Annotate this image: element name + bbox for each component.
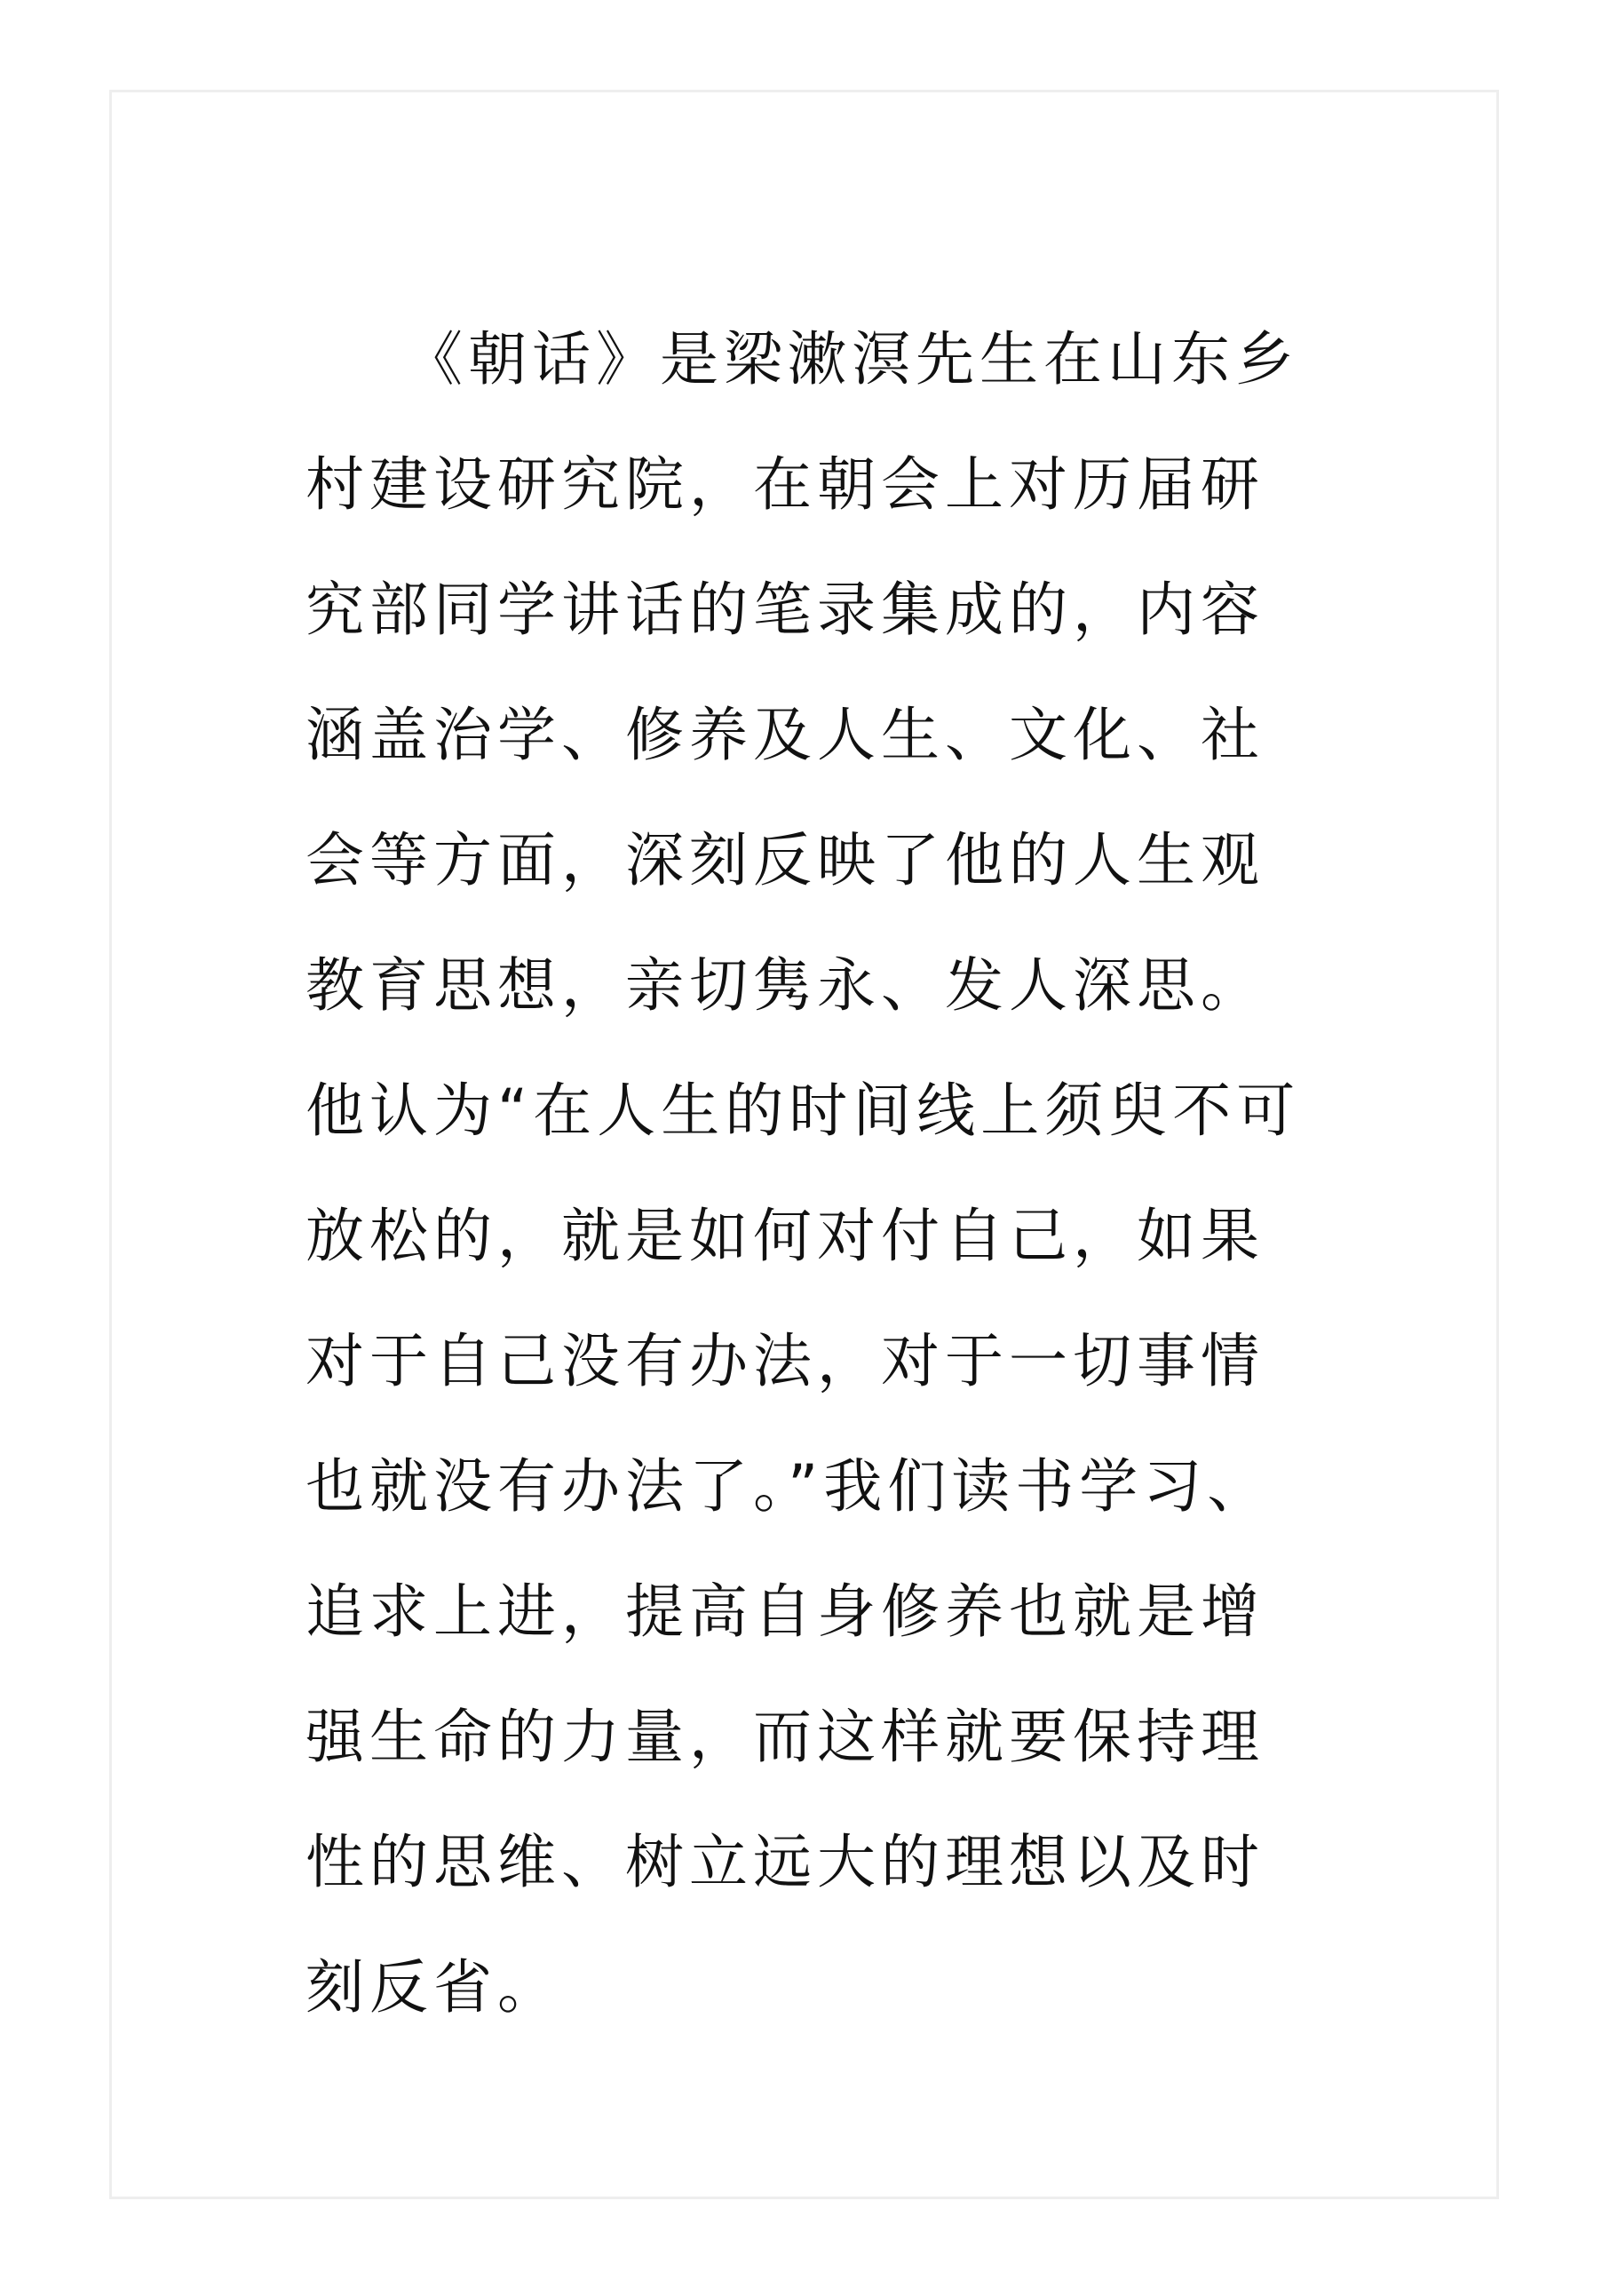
paragraph-line-14: 刻反省。	[305, 1953, 561, 2022]
article-paragraph	[305, 297, 1318, 2050]
paragraph-line-10: 也就没有办法了。”我们读书学习、	[305, 1452, 1272, 1521]
paragraph-line-11: 追求上进，提高自身修养也就是增	[305, 1577, 1265, 1646]
paragraph-line-1: 《朝话》是梁漱溟先生在山东乡	[305, 325, 1299, 393]
paragraph-line-2: 村建设研究院，在朝会上对历届研	[305, 450, 1265, 519]
content-card	[109, 90, 1499, 2199]
paragraph-line-4: 涵盖治学、修养及人生、文化、社	[305, 701, 1265, 769]
paragraph-line-9: 对于自己没有办法，对于一切事情	[305, 1327, 1265, 1395]
paragraph-line-13: 性的思维、树立远大的理想以及时	[305, 1828, 1265, 1896]
paragraph-line-6: 教育思想，亲切隽永、发人深思。	[305, 951, 1265, 1020]
paragraph-line-3: 究部同学讲话的笔录集成的，内容	[305, 576, 1265, 644]
paragraph-line-8: 放松的，就是如何对付自己，如果	[305, 1202, 1265, 1270]
paragraph-line-5: 会等方面，深刻反映了他的人生观	[305, 826, 1265, 894]
paragraph-line-7: 他认为“在人生的时间线上须臾不可	[305, 1076, 1301, 1145]
paragraph-line-12: 强生命的力量，而这样就要保持理	[305, 1703, 1265, 1771]
